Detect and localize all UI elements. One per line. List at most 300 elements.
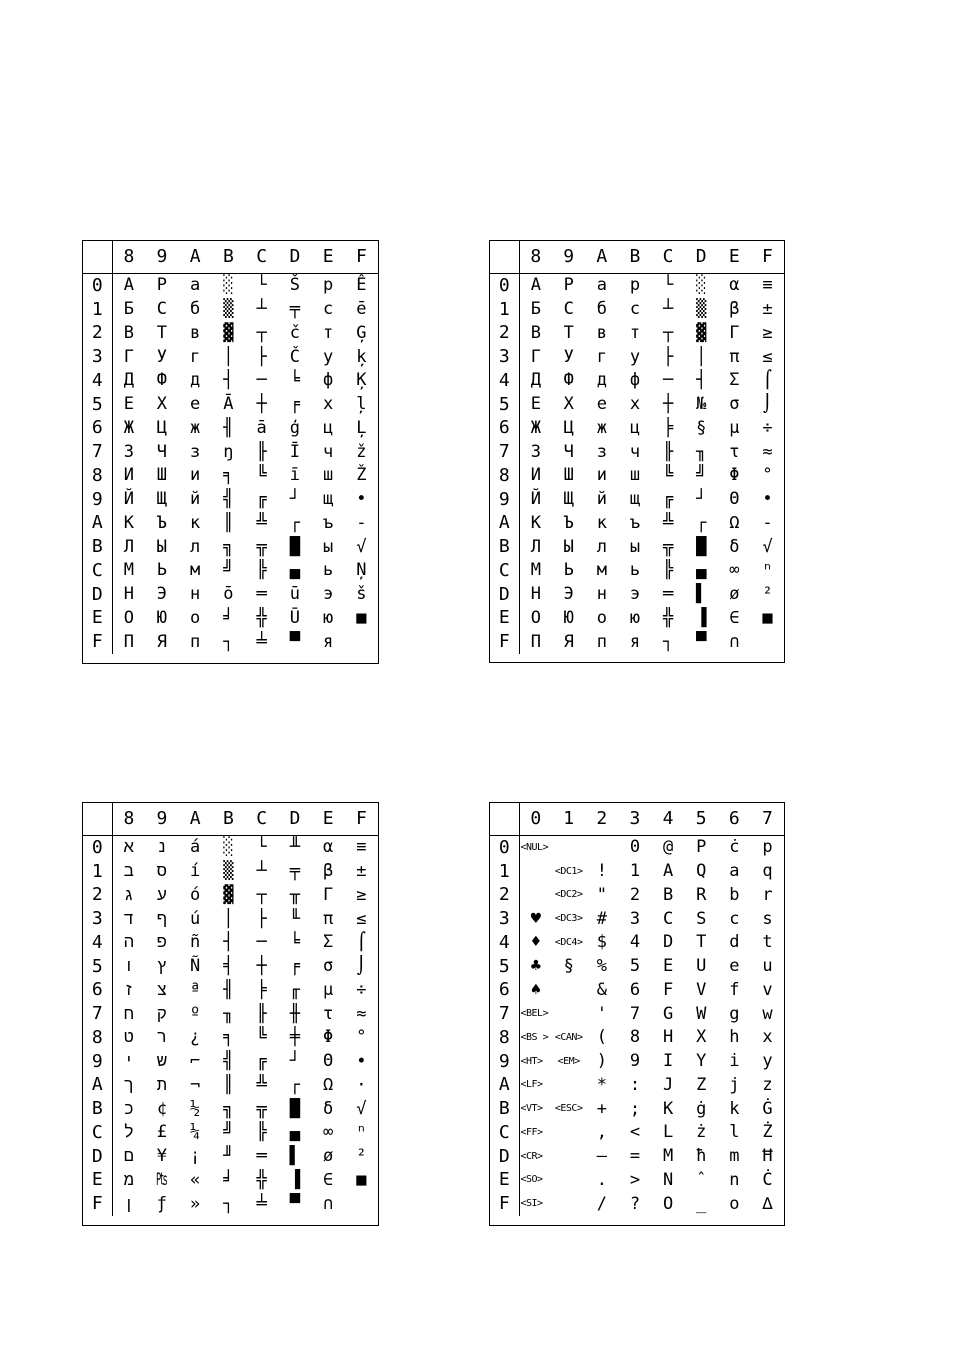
char-cell: З (530, 441, 541, 462)
char-cell: ╗ (223, 536, 234, 557)
char-cell: ž (356, 441, 367, 462)
char-cell: г (190, 346, 201, 367)
row-header: 3 (83, 907, 112, 931)
char-cell: · (356, 1074, 367, 1095)
char-cell: е (190, 394, 201, 415)
table-row (83, 417, 378, 441)
row-header: F (83, 630, 112, 654)
char-cell: ļ (356, 394, 367, 415)
char-cell: ╘ (289, 932, 300, 953)
char-cell: <CAN> (554, 1031, 583, 1043)
corner-cell (83, 802, 112, 836)
char-cell: @ (662, 837, 674, 858)
char-cell: <HT> (520, 1055, 543, 1067)
char-cell: s (762, 908, 773, 929)
table-row (83, 607, 378, 631)
char-cell: _ (696, 1193, 707, 1214)
table-row (490, 464, 784, 488)
char-cell: о (190, 607, 201, 628)
char-cell: ╦ (256, 1098, 267, 1119)
char-cell: S (696, 908, 707, 929)
char-cell: ( (596, 1027, 607, 1048)
char-cell: d (729, 932, 740, 953)
char-cell: ē (356, 299, 367, 320)
char-cell (552, 1192, 585, 1216)
char-cell: ╛ (223, 607, 234, 628)
char-cell (552, 1074, 585, 1098)
char-cell: P (696, 837, 707, 858)
char-cell: ♦ (530, 932, 541, 953)
char-cell: ; (629, 1098, 641, 1119)
char-cell: щ (323, 489, 334, 510)
char-cell: П (123, 631, 134, 652)
char-cell: ╩ (256, 1074, 267, 1095)
char-cell: τ (323, 1003, 334, 1024)
char-cell: ± (762, 299, 773, 320)
char-cell: ┤ (696, 370, 707, 391)
char-cell: ╝ (223, 1122, 234, 1143)
char-cell: Ч (563, 441, 574, 462)
char-cell: ▀ (289, 631, 300, 652)
char-cell: ░ (696, 275, 707, 296)
char-cell: • (762, 489, 773, 510)
char-cell: Я (563, 631, 574, 652)
char-cell: Ω (729, 512, 740, 533)
char-cell: ж (596, 417, 607, 438)
char-cell: ╝ (223, 560, 234, 581)
table-row (490, 1097, 784, 1121)
char-cell: Ū (289, 607, 300, 628)
char-cell: м (190, 560, 201, 581)
char-cell: י (123, 1051, 134, 1072)
char-cell: ° (356, 1027, 367, 1048)
char-cell: в (190, 322, 201, 343)
char-cell: ╛ (223, 1169, 234, 1190)
row-header: D (83, 1145, 112, 1169)
char-cell: п (190, 631, 201, 652)
char-cell: τ (729, 441, 740, 462)
char-cell: ⌠ (356, 932, 367, 953)
char-cell: ▒ (696, 299, 707, 320)
char-cell: ╧ (256, 631, 267, 652)
char-cell: └ (256, 837, 267, 858)
char-cell: ├ (256, 346, 267, 367)
table-row (83, 931, 378, 955)
char-cell (345, 1192, 378, 1216)
char-cell: ŋ (223, 441, 234, 462)
char-cell: р (629, 275, 641, 296)
row-header: 1 (490, 860, 519, 884)
char-cell: ╫ (289, 1003, 300, 1024)
table-row (490, 417, 784, 441)
char-cell: ▄ (289, 1122, 300, 1143)
char-cell: Σ (323, 932, 334, 953)
char-cell: з (190, 441, 201, 462)
char-cell: <NUL> (520, 841, 549, 853)
char-cell: Ф (563, 370, 574, 391)
char-cell: Щ (563, 489, 574, 510)
char-cell: ż (696, 1122, 707, 1143)
char-cell: ╤ (289, 861, 300, 882)
char-cell: V (696, 979, 707, 1000)
row-header: B (490, 535, 519, 559)
row-header: 1 (490, 298, 519, 322)
char-cell: o (729, 1193, 740, 1214)
column-header: C (245, 240, 278, 274)
char-cell: О (530, 607, 541, 628)
char-cell: н (596, 584, 607, 605)
row-header: 0 (83, 274, 112, 298)
char-cell: Σ (729, 370, 740, 391)
char-cell: к (596, 512, 607, 533)
char-cell: ן (123, 1193, 134, 1214)
char-cell: √ (356, 1098, 367, 1119)
char-cell: │ (223, 346, 234, 367)
char-cell: $ (596, 932, 607, 953)
char-cell: š (356, 584, 367, 605)
char-cell: ╬ (662, 607, 674, 628)
code-table-top-left (83, 240, 378, 654)
char-cell: ∞ (323, 1122, 334, 1143)
char-cell (519, 884, 552, 908)
char-cell: ┘ (696, 489, 707, 510)
char-cell: ת (156, 1074, 167, 1095)
char-cell: Γ (729, 322, 740, 343)
table-row (490, 1192, 784, 1216)
char-cell: ≈ (762, 441, 773, 462)
column-header: A (179, 240, 212, 274)
char-cell: <FF> (520, 1126, 543, 1138)
char-cell: Γ (323, 884, 334, 905)
char-cell: Х (156, 394, 167, 415)
row-header: 2 (490, 884, 519, 908)
char-cell: ⌡ (356, 956, 367, 977)
char-cell: <BS > (520, 1031, 549, 1043)
char-cell: p (762, 837, 773, 858)
char-cell: ╣ (223, 489, 234, 510)
column-header: D (685, 240, 718, 274)
char-cell: ) (596, 1051, 607, 1072)
char-cell: Ħ (762, 1146, 773, 1167)
row-header: D (490, 1145, 519, 1169)
char-cell: h (729, 1027, 740, 1048)
char-cell: К (530, 512, 541, 533)
column-header: A (585, 240, 618, 274)
char-cell: <DC3> (554, 913, 583, 925)
char-cell: ь (629, 560, 641, 581)
char-cell: z (762, 1074, 773, 1095)
column-header: B (618, 240, 651, 274)
char-cell: ▀ (289, 1193, 300, 1214)
char-cell: └ (256, 275, 267, 296)
char-cell: ġ (696, 1098, 707, 1119)
char-cell: T (696, 932, 707, 953)
char-cell: £ (156, 1122, 167, 1143)
char-cell: ñ (190, 932, 201, 953)
char-cell: Ļ (356, 417, 367, 438)
char-cell: ⁿ (762, 560, 773, 581)
char-cell (552, 979, 585, 1003)
char-cell: Р (563, 275, 574, 296)
char-cell: J (662, 1074, 674, 1095)
char-cell: ■ (762, 607, 773, 628)
row-header: 1 (83, 860, 112, 884)
table-row (490, 1074, 784, 1098)
row-header: 0 (490, 274, 519, 298)
char-cell: ─ (256, 370, 267, 391)
table-row (83, 1002, 378, 1026)
char-cell: Ь (563, 560, 574, 581)
char-cell: ▄ (289, 560, 300, 581)
char-cell: ы (323, 536, 334, 557)
char-cell: Я (156, 631, 167, 652)
char-cell: ˆ (696, 1169, 707, 1190)
char-cell: ¡ (190, 1146, 201, 1167)
char-cell (585, 836, 618, 860)
table-row (490, 274, 784, 298)
row-header: 1 (83, 298, 112, 322)
column-header: E (312, 240, 345, 274)
char-cell: E (662, 956, 674, 977)
row-header: 5 (490, 393, 519, 417)
char-cell: ┐ (223, 1193, 234, 1214)
char-cell: у (629, 346, 641, 367)
char-cell: ┤ (223, 932, 234, 953)
row-header: 9 (490, 488, 519, 512)
char-cell: ▐ (289, 1169, 300, 1190)
char-cell: С (563, 299, 574, 320)
table-row (490, 1145, 784, 1169)
char-cell: ц (323, 417, 334, 438)
table-row (83, 630, 378, 654)
table-row (490, 884, 784, 908)
char-cell: Ь (156, 560, 167, 581)
row-header: A (490, 1074, 519, 1098)
char-cell: <EM> (557, 1055, 580, 1067)
char-cell: ½ (190, 1098, 201, 1119)
char-cell: Č (289, 346, 300, 367)
char-cell: ┬ (256, 322, 267, 343)
char-cell: 8 (629, 1027, 641, 1048)
char-cell: ─ (662, 370, 674, 391)
char-cell: Ж (123, 417, 134, 438)
table-row (83, 1192, 378, 1216)
char-cell: ≡ (762, 275, 773, 296)
char-cell: 4 (629, 932, 641, 953)
char-cell: <SO> (520, 1174, 543, 1186)
char-cell: Л (530, 536, 541, 557)
column-header: F (751, 240, 784, 274)
char-cell: ⌡ (762, 394, 773, 415)
char-cell: ≡ (356, 837, 367, 858)
char-cell: ª (190, 979, 201, 1000)
row-header: 3 (490, 345, 519, 369)
char-cell: ┴ (662, 299, 674, 320)
char-cell: р (323, 275, 334, 296)
row-header: D (490, 583, 519, 607)
char-cell: / (596, 1193, 607, 1214)
char-cell: ¼ (190, 1122, 201, 1143)
row-header: 9 (490, 1050, 519, 1074)
char-cell: Л (123, 536, 134, 557)
char-cell: ┼ (662, 394, 674, 415)
char-cell: К (123, 512, 134, 533)
table-row (490, 440, 784, 464)
column-header: 7 (751, 802, 784, 836)
row-header: E (490, 1169, 519, 1193)
column-header: 8 (519, 240, 552, 274)
char-cell: ┼ (256, 956, 267, 977)
char-cell: О (123, 607, 134, 628)
char-cell: ≤ (762, 346, 773, 367)
char-cell: № (696, 394, 707, 415)
char-cell: H (662, 1027, 674, 1048)
char-cell: " (596, 884, 607, 905)
row-header: D (83, 583, 112, 607)
char-cell: = (629, 1146, 641, 1167)
char-cell: Ê (356, 275, 367, 296)
char-cell: K (662, 1098, 674, 1119)
char-cell: U (696, 956, 707, 977)
char-cell: ▒ (223, 861, 234, 882)
row-header: 4 (490, 369, 519, 393)
char-cell: т (323, 322, 334, 343)
char-cell: Ż (762, 1122, 773, 1143)
char-cell (552, 1121, 585, 1145)
char-cell: ≤ (356, 908, 367, 929)
char-cell: ╚ (256, 465, 267, 486)
char-cell: ╬ (256, 1169, 267, 1190)
char-cell: ├ (256, 908, 267, 929)
char-cell: ░ (223, 837, 234, 858)
char-cell: Ī (289, 441, 300, 462)
corner-cell (83, 240, 112, 274)
char-cell: % (596, 956, 607, 977)
row-header: 6 (490, 417, 519, 441)
char-cell: § (563, 956, 574, 977)
char-cell (345, 630, 378, 654)
char-cell: ╞ (256, 979, 267, 1000)
char-cell: e (729, 956, 740, 977)
row-header: 5 (83, 393, 112, 417)
char-cell: í (190, 861, 201, 882)
char-cell: ▓ (223, 322, 234, 343)
char-cell: ╦ (256, 536, 267, 557)
char-cell: ╟ (256, 1003, 267, 1024)
row-header: 9 (83, 488, 112, 512)
table-row (490, 298, 784, 322)
char-cell: ⌠ (762, 370, 773, 391)
char-cell: └ (662, 275, 674, 296)
char-cell: ╕ (223, 1027, 234, 1048)
char-cell: ♣ (530, 956, 541, 977)
row-header: 4 (83, 369, 112, 393)
char-cell: д (190, 370, 201, 391)
char-cell: ב (123, 861, 134, 882)
corner-cell (490, 240, 519, 274)
char-cell: й (190, 489, 201, 510)
char-cell: Д (123, 370, 134, 391)
code-table-bottom-left (83, 802, 378, 1216)
row-header: C (490, 559, 519, 583)
char-cell: ā (256, 417, 267, 438)
char-cell: l (729, 1122, 740, 1143)
char-cell: ┌ (289, 1074, 300, 1095)
char-cell: <ESC> (554, 1103, 583, 1115)
table-row (490, 345, 784, 369)
char-cell: ╠ (256, 560, 267, 581)
row-header: 3 (83, 345, 112, 369)
char-cell: <LF> (520, 1079, 543, 1091)
char-cell: Ю (563, 607, 574, 628)
char-cell: π (323, 908, 334, 929)
table-row (83, 1121, 378, 1145)
char-cell: Й (123, 489, 134, 510)
char-cell: c (729, 908, 740, 929)
char-cell: σ (323, 956, 334, 977)
char-cell: F (662, 979, 674, 1000)
char-cell: ├ (662, 346, 674, 367)
char-cell: ▐ (696, 607, 707, 628)
char-cell: ╢ (223, 417, 234, 438)
char-cell: Ġ (762, 1098, 773, 1119)
row-header: 6 (83, 979, 112, 1003)
char-cell: Z (696, 1074, 707, 1095)
row-header: A (83, 512, 112, 536)
char-cell: Φ (323, 1027, 334, 1048)
char-cell: L (662, 1122, 674, 1143)
char-cell: ט (123, 1027, 134, 1048)
char-cell: ♠ (530, 979, 541, 1000)
table-row (490, 535, 784, 559)
char-cell: B (662, 884, 674, 905)
row-header: 8 (83, 464, 112, 488)
char-cell: ∩ (323, 1193, 334, 1214)
char-cell: N (662, 1169, 674, 1190)
char-cell (552, 836, 585, 860)
column-header: 1 (552, 802, 585, 836)
char-cell: ъ (629, 512, 641, 533)
char-cell: ♥ (530, 908, 541, 929)
row-header: 4 (83, 931, 112, 955)
row-header: 8 (83, 1026, 112, 1050)
row-header: 7 (490, 440, 519, 464)
char-cell: ═ (256, 1146, 267, 1167)
char-cell: k (729, 1098, 740, 1119)
char-cell: б (596, 299, 607, 320)
char-cell: i (729, 1051, 740, 1072)
char-cell: ╬ (256, 607, 267, 628)
row-header: 6 (83, 417, 112, 441)
char-cell: ю (323, 607, 334, 628)
char-cell: м (596, 560, 607, 581)
char-cell: √ (356, 536, 367, 557)
char-cell: ┬ (662, 322, 674, 343)
char-cell: Э (156, 584, 167, 605)
char-cell: к (190, 512, 201, 533)
table-row (490, 907, 784, 931)
char-cell: ø (729, 584, 740, 605)
char-cell: ║ (223, 1074, 234, 1095)
table-row (490, 979, 784, 1003)
char-cell: ╧ (256, 1193, 267, 1214)
char-cell: ק (156, 1003, 167, 1024)
char-cell: 2 (629, 884, 641, 905)
char-cell: ∆ (762, 1193, 773, 1214)
table-row (490, 1026, 784, 1050)
char-cell: Ъ (563, 512, 574, 533)
row-header: E (83, 607, 112, 631)
